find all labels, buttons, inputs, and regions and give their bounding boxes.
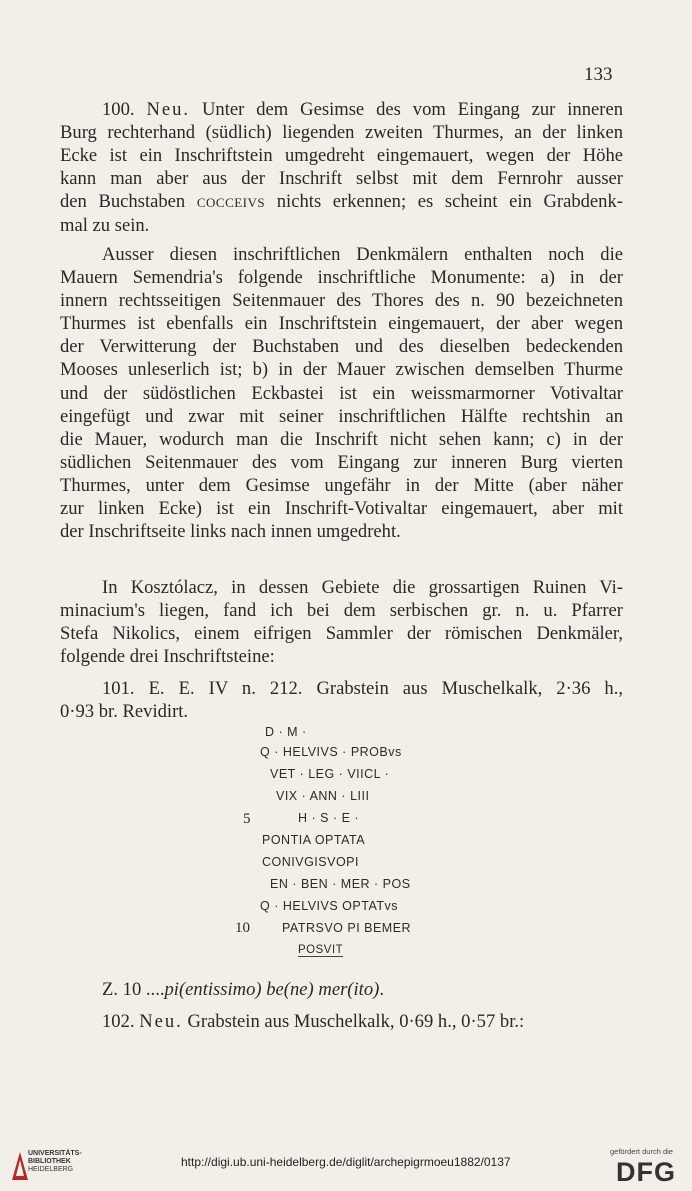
text-line: die Mauer, wodurch man die Inschrift nicht sehen kann; c) in der bbox=[60, 428, 623, 450]
text-line: 100. Neu. Unter dem Gesimse des vom Eingang zur inneren bbox=[102, 99, 624, 120]
inscription-line: PATRSVO PI BEMER bbox=[282, 921, 412, 935]
text-line: eingefügt und zwar mit seiner inschriftlichen Hälfte rechtshin an bbox=[60, 405, 623, 427]
text-line: innern rechtsseitigen Seitenmauer des Thores des n. 90 bezeichneten bbox=[60, 290, 623, 312]
text-line: zur linken Ecke) ist ein Inschrift-Votivaltar eingemauert, aber mit bbox=[60, 498, 623, 520]
inscription-line: D · M · bbox=[265, 725, 307, 739]
page-number: 133 bbox=[584, 64, 613, 85]
inscription-line: PONTIA OPTATA bbox=[262, 833, 366, 847]
text-line: Mooses unleserlich ist; b) in der Mauer zwischen demselben Thurme bbox=[60, 359, 623, 381]
text-line: kann man aber aus der Inschrift selbst mit dem Fernrohr ausser bbox=[60, 168, 623, 190]
paragraph-entry-101 bbox=[60, 677, 623, 723]
text-line: der Verwitterung der Buchstaben und des dieselben bedeckenden bbox=[60, 336, 623, 358]
text-line: Stefa Nikolics, einem eifrigen Sammler der römischen Denkmäler, bbox=[60, 623, 623, 645]
line-number-10: 10 bbox=[235, 920, 250, 936]
note-z10: Z. 10 ....pi(entissimo) be(ne) mer(ito). bbox=[102, 979, 384, 1000]
text-line: minacium's liegen, fand ich bei dem serbischen gr. n. u. Pfarrer bbox=[60, 600, 623, 622]
text-line: und der südöstlichen Eckbastei ist ein weissmarmorner Votivaltar bbox=[60, 382, 623, 404]
text-line: mal zu sein. bbox=[60, 215, 150, 237]
inscription-line: VIX · ANN · LIII bbox=[276, 789, 370, 803]
text-line: den Buchstaben COCCEIVS nichts erkennen; es scheint ein Grabdenk- bbox=[60, 191, 623, 213]
text-line: Ausser diesen inschriftlichen Denkmälern enthalten noch die bbox=[102, 244, 623, 265]
paragraph-ausser bbox=[60, 243, 623, 543]
source-url-link[interactable]: http://digi.ub.uni-heidelberg.de/diglit/archepigrmoeu1882/0137 bbox=[181, 1155, 511, 1169]
text-line: folgende drei Inschriftsteine: bbox=[60, 646, 275, 668]
text-line: südlichen Seitenmauer des vom Eingang zur inneren Burg vierten bbox=[60, 451, 623, 473]
inscription-line: Q · HELVIVS OPTATvs bbox=[260, 899, 398, 913]
dfg-logo: DFG bbox=[616, 1157, 676, 1187]
text-line: In Kosztólacz, in dessen Gebiete die grossartigen Ruinen Vi- bbox=[102, 577, 623, 598]
spaced-word: Neu. bbox=[146, 99, 191, 120]
text-line: Burg rechterhand (südlich) liegenden zweiten Thurmes, an der linken bbox=[60, 122, 623, 144]
inscription-line: Q · HELVIVS · PROBvs bbox=[260, 745, 402, 759]
text-line: Mauern Semendria's folgende inschriftliche Monumente: a) in der bbox=[60, 267, 623, 289]
line-number-5: 5 bbox=[243, 811, 251, 827]
inscription-line: POSVIT bbox=[298, 944, 344, 956]
inscription-line: EN · BEN · MER · POS bbox=[270, 877, 411, 891]
text-line: Ecke ist ein Inschriftstein umgedreht eingemauert, wegen der Höhe bbox=[60, 145, 623, 167]
spaced-word: Neu. bbox=[139, 1011, 183, 1032]
library-name: UNIVERSITÄTS- BIBLIOTHEK HEIDELBERG bbox=[28, 1150, 82, 1173]
funding-label: gefördert durch die bbox=[610, 1147, 673, 1156]
text-line: 0·93 br. Revidirt. bbox=[60, 701, 189, 723]
text-line: 101. E. E. IV n. 212. Grabstein aus Muschelkalk, 2·36 h., bbox=[102, 678, 623, 699]
inscription-line: H · S · E · bbox=[298, 811, 360, 825]
text-line: Thurmes ist ebenfalls ein Inschriftstein eingemauert, der aber wegen bbox=[60, 313, 623, 335]
paragraph-kosztolacz bbox=[60, 576, 623, 668]
text-line: Thurmes, unter dem Gesimse ungefähr in der Mitte (aber näher bbox=[60, 474, 623, 496]
paragraph-entry-100 bbox=[60, 98, 623, 238]
small-caps-word: COCCEIVS bbox=[196, 195, 266, 211]
inscription-line: CONIVGISVOPI bbox=[262, 855, 359, 869]
paragraph-entry-102: 102. Neu. Grabstein aus Muschelkalk, 0·69 h., 0·57 br.: bbox=[102, 1011, 525, 1032]
inscription bbox=[210, 725, 450, 1095]
text-line: der Inschriftseite links nach innen umgedreht. bbox=[60, 521, 401, 543]
inscription-line: VET · LEG · VIICL · bbox=[270, 767, 390, 781]
